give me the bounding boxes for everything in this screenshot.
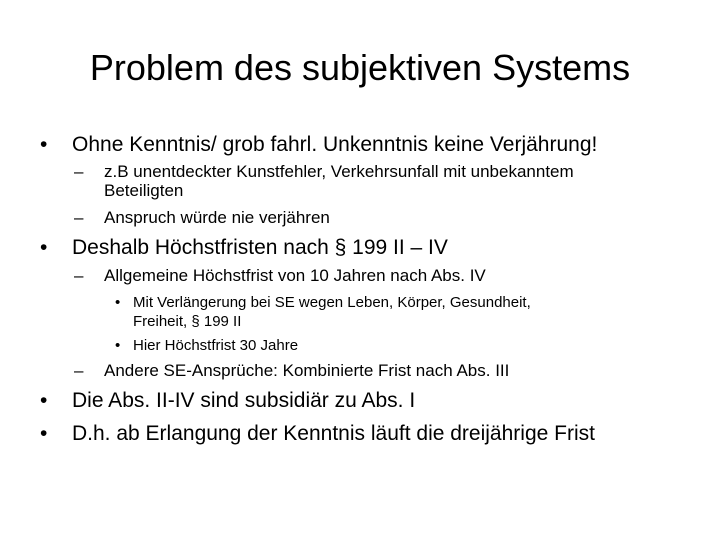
bullet-item: Deshalb Höchstfristen nach § 199 II – IV <box>72 236 448 259</box>
bullet-item: Mit Verlängerung bei SE wegen Leben, Körper, Gesundheit, <box>133 294 531 311</box>
bullet-marker: – <box>74 266 84 285</box>
bullet-marker: – <box>74 361 84 380</box>
bullet-item: Die Abs. II-IV sind subsidiär zu Abs. I <box>72 389 416 412</box>
bullet-item-continuation: Freiheit, § 199 II <box>133 313 242 330</box>
bullet-marker: • <box>40 236 48 259</box>
bullet-item: Allgemeine Höchstfrist von 10 Jahren nach Abs. IV <box>104 266 486 285</box>
slide-title: Problem des subjektiven Systems <box>89 47 631 88</box>
bullet-item: Hier Höchstfrist 30 Jahre <box>133 337 299 354</box>
bullet-marker: • <box>40 133 48 156</box>
bullet-marker: • <box>40 389 48 412</box>
bullet-marker: – <box>74 208 84 227</box>
bullet-item-continuation: Beteiligten <box>104 181 184 200</box>
bullet-item: z.B unentdeckter Kunstfehler, Verkehrsunfall mit unbekanntem <box>104 162 574 181</box>
bullet-marker: • <box>40 422 48 445</box>
bullet-marker: – <box>74 162 84 181</box>
bullet-item: Andere SE-Ansprüche: Kombinierte Frist nach Abs. III <box>104 361 510 380</box>
bullet-marker: • <box>115 337 121 354</box>
bullet-marker: • <box>115 294 121 311</box>
bullet-item: Ohne Kenntnis/ grob fahrl. Unkenntnis keine Verjährung! <box>72 133 598 156</box>
bullet-item: Anspruch würde nie verjähren <box>104 208 330 227</box>
bullet-item: D.h. ab Erlangung der Kenntnis läuft die dreijährige Frist <box>72 422 595 445</box>
